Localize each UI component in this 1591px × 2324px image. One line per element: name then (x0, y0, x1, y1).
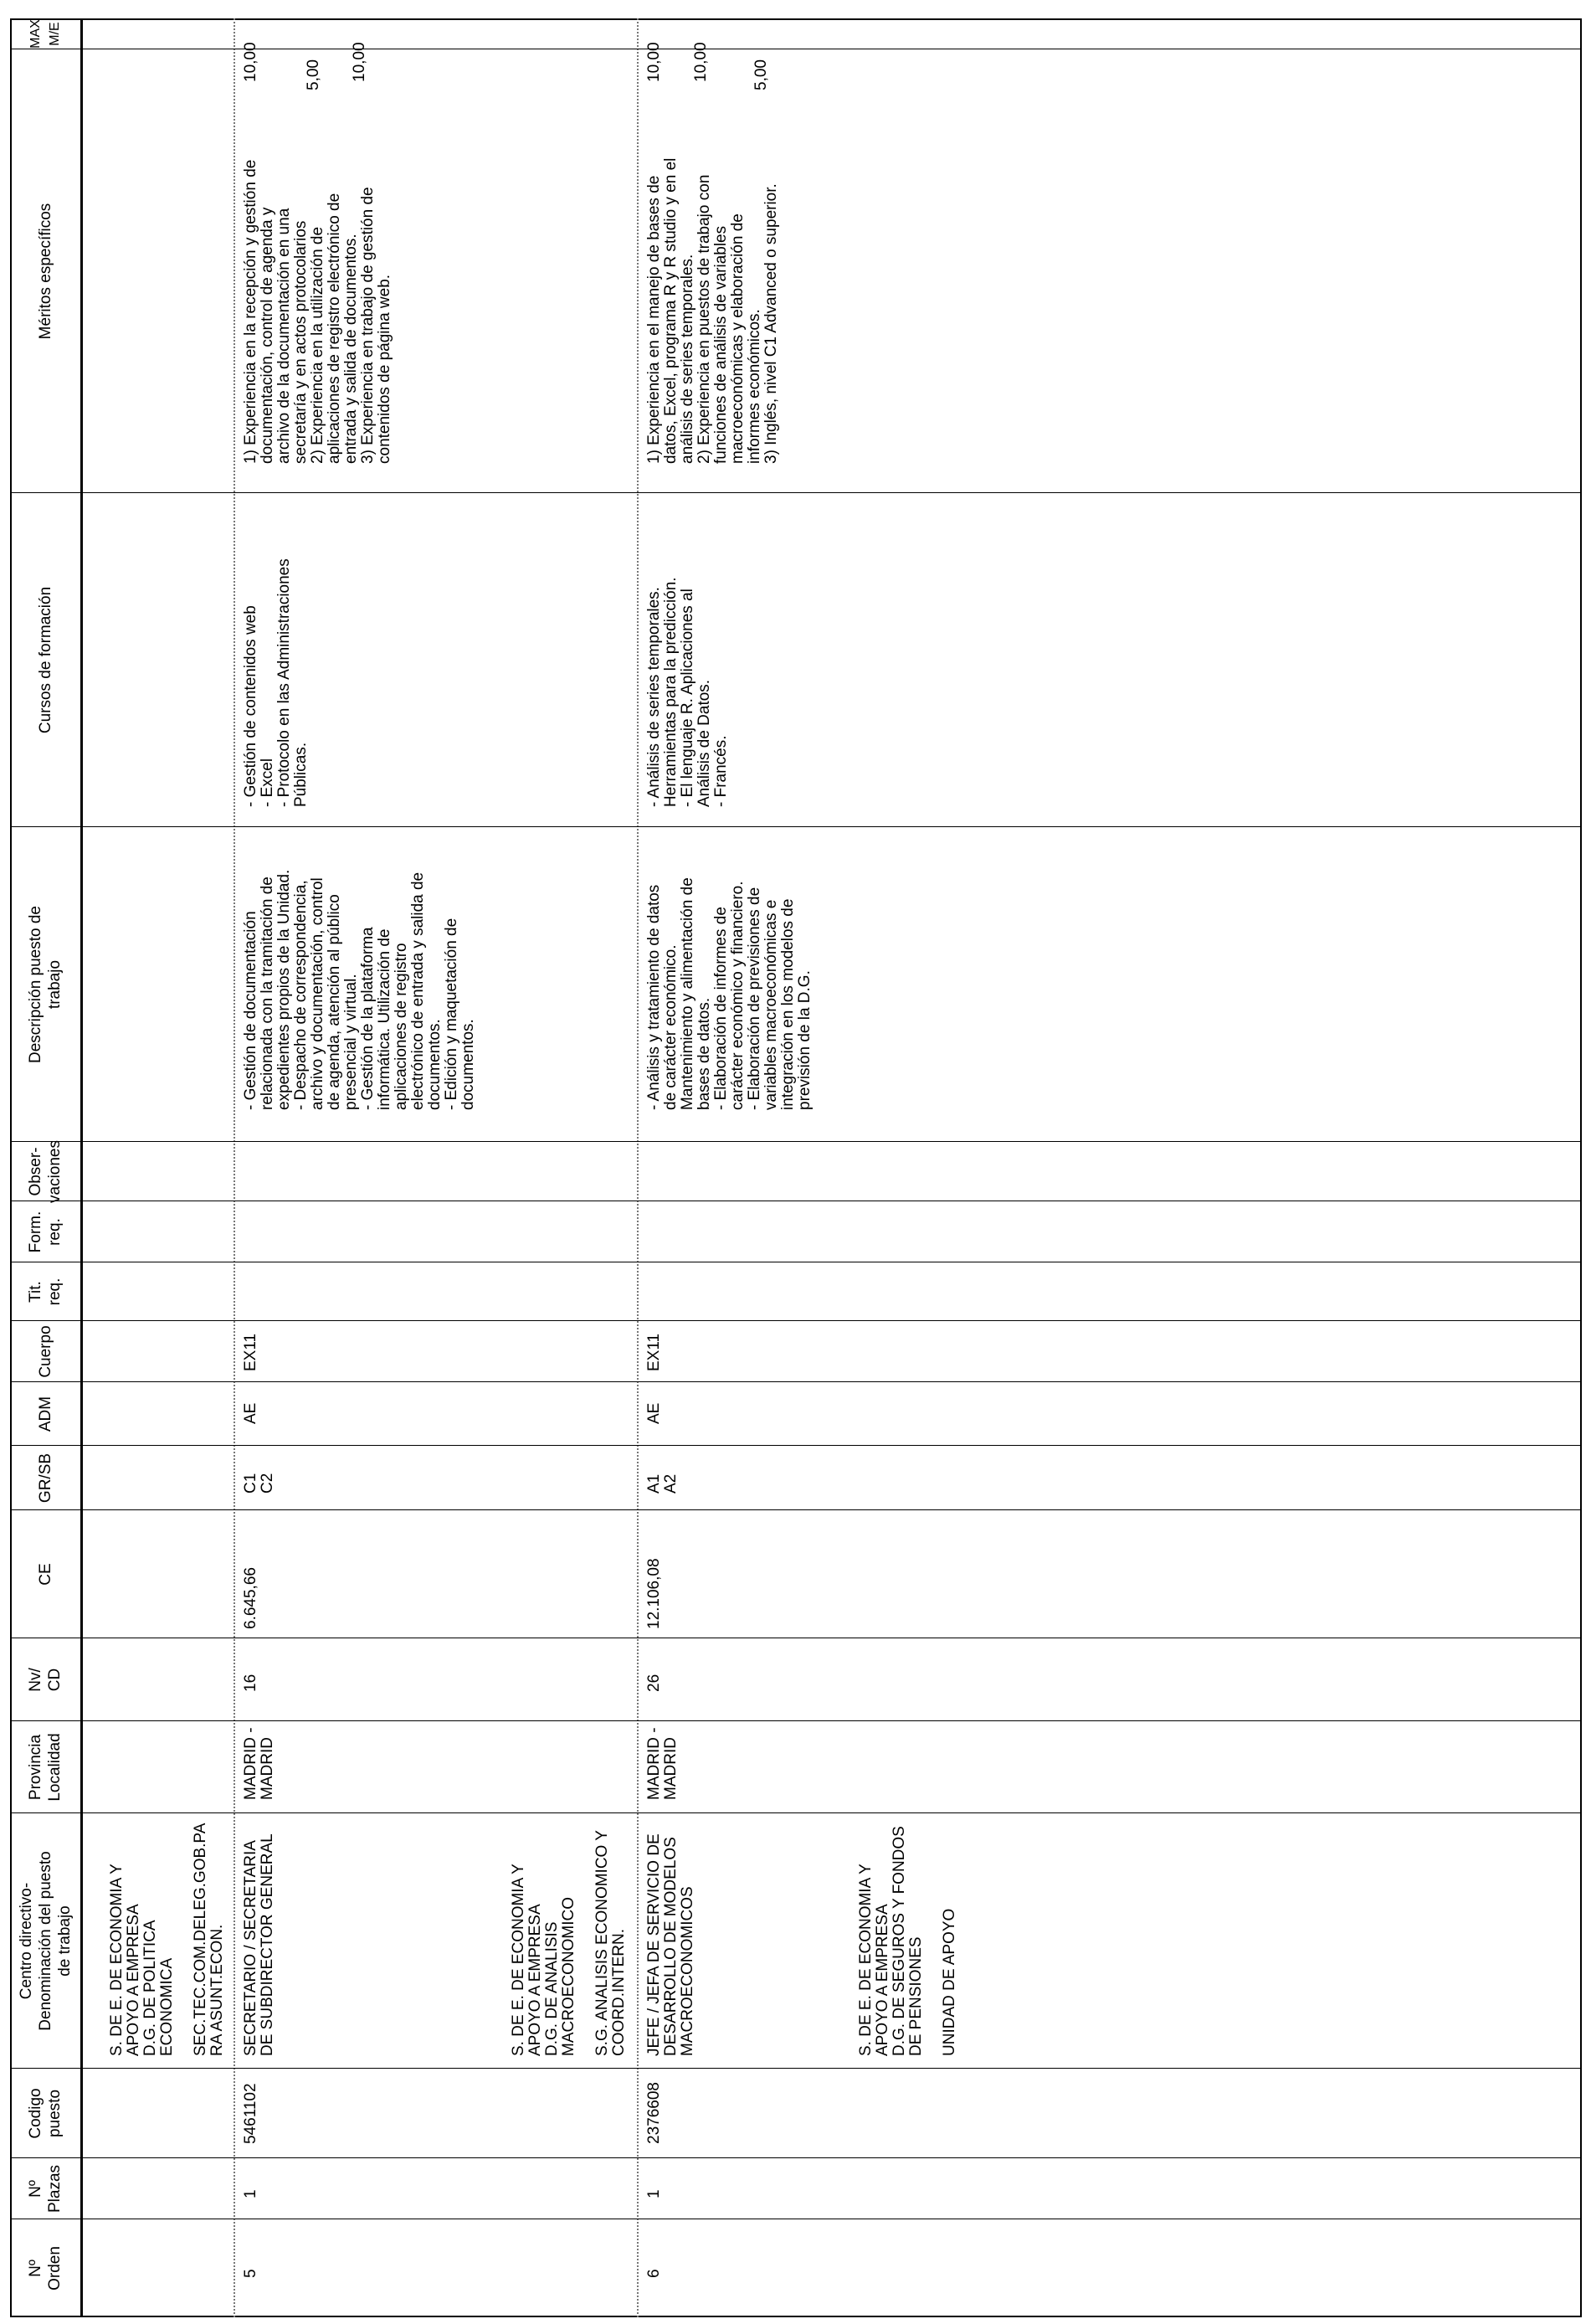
org-block: S. DE E. DE ECONOMIA Y APOYO A EMPRESA D.G. DE SEGUROS Y FONDOS DE PENSIONES UNIDAD DE APOYO (857, 1826, 958, 2056)
row-6-cuerpo: EX11 (645, 1333, 663, 1371)
column-rule (10, 1320, 1582, 1321)
row-6-max-2: 10,00 (692, 42, 710, 82)
row-6-codigo: 2376608 (645, 2082, 663, 2144)
header-codigo: Codigo puesto (27, 2088, 64, 2139)
row-5-cursos: - Gestión de contenidos web - Excel - Protocolo en las Administraciones Públicas. (242, 558, 310, 807)
row-6-orden: 6 (645, 2269, 663, 2278)
column-rule (10, 1445, 1582, 1446)
header-bottom-rule (80, 18, 83, 2317)
row-separator (637, 18, 639, 2317)
row-5-provincia: MADRID - MADRID (242, 1727, 276, 1800)
row-separator (234, 18, 235, 2317)
column-rule (10, 1720, 1582, 1721)
row-6-max-3: 5,00 (752, 59, 770, 90)
header-meritos: Méritos específicos (36, 203, 54, 340)
row-5-cuerpo: EX11 (242, 1333, 259, 1371)
header-adm: ADM (36, 1396, 54, 1432)
column-rule (10, 1509, 1582, 1510)
row-5-ce: 6.645,66 (242, 1567, 259, 1629)
header-titulacion: Tit. req. (27, 1278, 64, 1306)
row-5-grsb: C1 C2 (242, 1473, 276, 1494)
header-orden: Nº Orden (27, 2246, 64, 2291)
header-max (10, 18, 80, 49)
header-ce: CE (36, 1563, 54, 1586)
row-6-adm: AE (645, 1402, 663, 1424)
header-provincia: Provincia Localidad (27, 1733, 64, 1802)
header-observaciones: Obser- vaciones (27, 1140, 64, 1203)
row-6-grsb: A1 A2 (645, 1473, 680, 1494)
header-cursos: Cursos de formación (36, 586, 54, 734)
row-6-ce: 12.106,08 (645, 1558, 663, 1629)
row-5-orden: 5 (242, 2269, 259, 2278)
row-5-plazas: 1 (242, 2189, 259, 2198)
column-rule (10, 2157, 1582, 2158)
row-5-max-2: 5,00 (305, 59, 322, 90)
header-me-label: M/E (48, 22, 62, 46)
column-rule (10, 1812, 1582, 1813)
row-6-meritos: 1) Experiencia en el manejo de bases de datos, Excel, programa R y R studio y en el análisis de series temporales. 2) Experiencia en puestos de trabajo con funciones de análisis de variables macroeconómicas y elaboración de informes económicos. 3) Inglés, nivel C1 Advanced o superior. (645, 157, 780, 464)
row-6-max-1: 10,00 (645, 42, 663, 82)
row-6-nivel: 26 (645, 1674, 663, 1692)
row-6-plazas: 1 (645, 2189, 663, 2198)
row-6-descripcion: - Análisis y tratamiento de datos de carácter económico. Mantenimiento y alimentación de bases de datos. - Elaboración de informes de carácter económico y financiero. - Elaboración de previsiones de variables macroeconómicas e integración en los modelos de previsión de la D.G. (645, 877, 813, 1110)
row-6-cursos: - Análisis de series temporales. Herramientas para la predicción. - El lenguaje R. Aplicaciones al Análisis de Datos. - Francés. (645, 577, 730, 807)
row-6-org: S. DE E. DE ECONOMIA Y APOYO A EMPRESA D.G. DE ANALISIS MACROECONOMICO S.G. ANALISIS ECONOMICO Y COORD.INTERN. (510, 1830, 628, 2056)
row-5-adm: AE (242, 1402, 259, 1424)
header-plazas: Nº Plazas (27, 2164, 64, 2213)
row-5-nivel: 16 (242, 1674, 259, 1692)
header-nivel: Nv/ CD (27, 1668, 64, 1692)
org-block: S. DE E. DE ECONOMIA Y APOYO A EMPRESA D.G. DE POLITICA ECONOMICA SEC.TEC.COM.DELEG.GOB.PA RA ASUNT.ECON. (108, 1823, 226, 2056)
header-descripcion: Descripción puesto de trabajo (27, 906, 64, 1063)
row-5-puesto: SECRETARIO / SECRETARIA DE SUBDIRECTOR GENERAL (242, 1833, 276, 2056)
header-grsb: GR/SB (36, 1452, 54, 1504)
row-6-puesto: JEFE / JEFA DE SERVICIO DE DESARROLLO DE MODELOS MACROECONOMICOS (645, 1833, 696, 2056)
column-rule (10, 2068, 1582, 2069)
header-max-label: MAX (28, 19, 43, 49)
row-6-provincia: MADRID - MADRID (645, 1727, 680, 1800)
row-5-max-3: 10,00 (351, 42, 368, 82)
header-centro: Centro directivo- Denominación del puesto de trabajo (17, 1851, 74, 2031)
row-5-meritos: 1) Experiencia en la recepción y gestión de documentación, control de agenda y archivo de la documentación en una secretaría y en actos protocolarios 2) Experiencia en la utilización de aplicaciones de registro electrónico de entrada y salida de documentos. 3) Experiencia en trabajo de gestión de contenidos de página web. (242, 159, 393, 464)
column-rule (10, 492, 1582, 493)
row-5-codigo: 5461102 (242, 2083, 259, 2144)
header-formacion: Form. req. (27, 1211, 64, 1253)
column-rule (10, 1141, 1582, 1142)
row-5-max-1: 10,00 (242, 42, 259, 82)
column-rule (10, 1381, 1582, 1382)
row-5-descripcion: - Gestión de documentación relacionada con la tramitación de expedientes propios de la Unidad. - Despacho de correspondencia, archivo y documentación, control de agenda, atención al público presencial y virtual. - Gestión de la plataforma informática. Utilización de aplicaciones de registro electrónico de entrada y salida de documentos. - Edición y maquetación de documentos. (242, 869, 477, 1110)
header-cuerpo: Cuerpo (36, 1325, 54, 1378)
